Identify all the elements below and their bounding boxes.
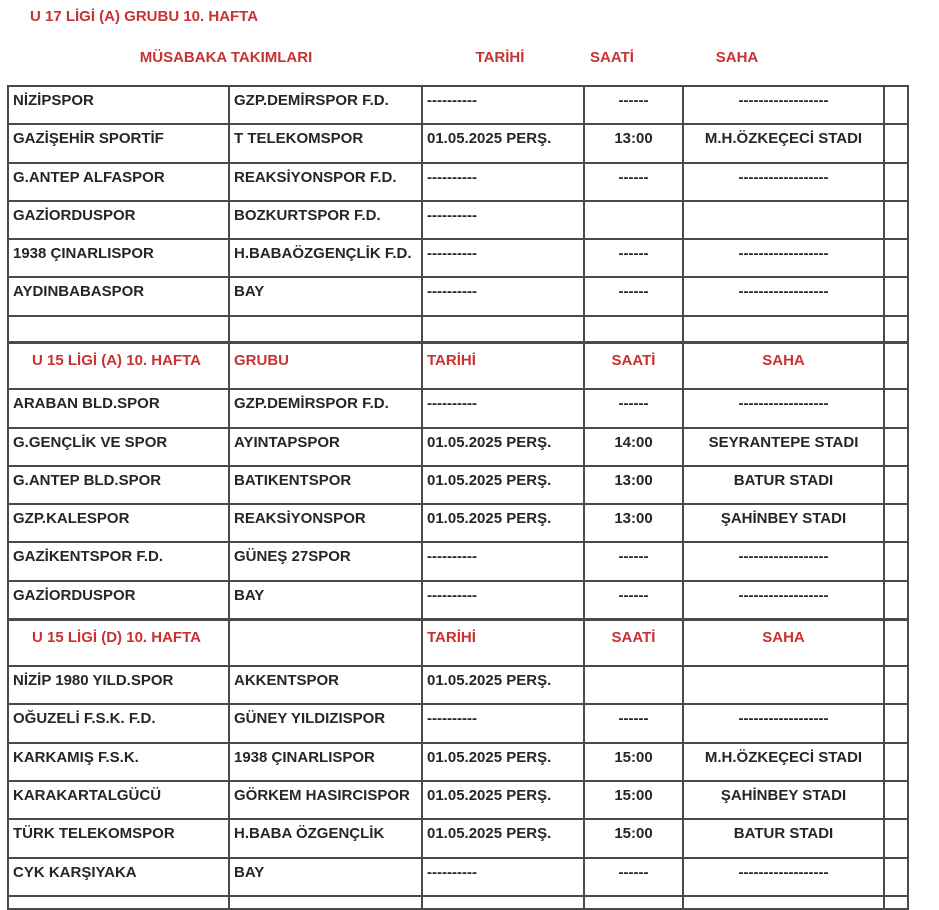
date-cell: 01.05.2025 PERŞ. bbox=[422, 504, 584, 542]
home-team-cell: KARAKARTALGÜCÜ bbox=[8, 781, 229, 819]
home-team-cell: GAZİORDUSPOR bbox=[8, 581, 229, 619]
home-team-cell: CYK KARŞIYAKA bbox=[8, 858, 229, 896]
home-team-cell: G.GENÇLİK VE SPOR bbox=[8, 428, 229, 466]
home-team-cell: G.ANTEP BLD.SPOR bbox=[8, 466, 229, 504]
date-cell: 01.05.2025 PERŞ. bbox=[422, 124, 584, 162]
fixture-row bbox=[8, 858, 908, 896]
away-team-cell: GÜNEŞ 27SPOR bbox=[229, 542, 422, 580]
time-cell bbox=[584, 666, 683, 704]
time-cell: 13:00 bbox=[584, 466, 683, 504]
spare-cell bbox=[884, 504, 908, 542]
page-title: U 17 LİGİ (A) GRUBU 10. HAFTA bbox=[30, 8, 259, 25]
time-cell: ------ bbox=[584, 581, 683, 619]
fixture-row bbox=[8, 428, 908, 466]
time-cell: 14:00 bbox=[584, 428, 683, 466]
venue-cell: ------------------ bbox=[683, 542, 884, 580]
fixture-row bbox=[8, 542, 908, 580]
venue-cell: ------------------ bbox=[683, 704, 884, 742]
date-cell: TARİHİ bbox=[422, 619, 584, 666]
venue-cell: ŞAHİNBEY STADI bbox=[683, 504, 884, 542]
fixture-row bbox=[8, 781, 908, 819]
away-team-cell: BAY bbox=[229, 277, 422, 315]
fixture-row bbox=[8, 466, 908, 504]
section-header-row bbox=[8, 619, 908, 666]
away-team-cell: AYINTAPSPOR bbox=[229, 428, 422, 466]
date-cell: ---------- bbox=[422, 542, 584, 580]
venue-cell: ŞAHİNBEY STADI bbox=[683, 781, 884, 819]
fixture-row bbox=[8, 819, 908, 857]
spare-cell bbox=[884, 542, 908, 580]
date-column-header: TARİHİ bbox=[475, 49, 525, 66]
venue-cell: ------------------ bbox=[683, 163, 884, 201]
time-cell: 13:00 bbox=[584, 504, 683, 542]
date-cell: 01.05.2025 PERŞ. bbox=[422, 743, 584, 781]
venue-cell: ------------------ bbox=[683, 239, 884, 277]
spare-cell bbox=[884, 277, 908, 315]
time-cell: SAATİ bbox=[584, 619, 683, 666]
date-cell: ---------- bbox=[422, 704, 584, 742]
spare-cell bbox=[884, 666, 908, 704]
spare-cell bbox=[884, 342, 908, 389]
away-team-cell: H.BABA ÖZGENÇLİK bbox=[229, 819, 422, 857]
time-cell: ------ bbox=[584, 86, 683, 124]
away-team-cell: GÜNEY YILDIZISPOR bbox=[229, 704, 422, 742]
fixture-row bbox=[8, 201, 908, 239]
venue-cell: ------------------ bbox=[683, 858, 884, 896]
away-team-cell: GÖRKEM HASIRCISPOR bbox=[229, 781, 422, 819]
venue-cell: BATUR STADI bbox=[683, 466, 884, 504]
spare-cell bbox=[884, 819, 908, 857]
spare-cell bbox=[884, 466, 908, 504]
time-cell: 15:00 bbox=[584, 781, 683, 819]
date-cell: 01.05.2025 PERŞ. bbox=[422, 428, 584, 466]
venue-cell bbox=[683, 666, 884, 704]
venue-cell: ------------------ bbox=[683, 86, 884, 124]
time-cell: SAATİ bbox=[584, 342, 683, 389]
away-team-cell: GZP.DEMİRSPOR F.D. bbox=[229, 389, 422, 427]
fixture-row bbox=[8, 277, 908, 315]
time-cell: ------ bbox=[584, 239, 683, 277]
date-cell: ---------- bbox=[422, 581, 584, 619]
home-team-cell: TÜRK TELEKOMSPOR bbox=[8, 819, 229, 857]
fixture-row bbox=[8, 743, 908, 781]
away-team-cell: BAY bbox=[229, 581, 422, 619]
date-cell: ---------- bbox=[422, 86, 584, 124]
spare-cell bbox=[884, 581, 908, 619]
away-team-cell: BATIKENTSPOR bbox=[229, 466, 422, 504]
spare-cell bbox=[884, 619, 908, 666]
away-team-cell bbox=[229, 619, 422, 666]
spare-cell bbox=[884, 239, 908, 277]
home-team-cell: 1938 ÇINARLISPOR bbox=[8, 239, 229, 277]
home-team-cell: NİZİPSPOR bbox=[8, 86, 229, 124]
away-team-cell: 1938 ÇINARLISPOR bbox=[229, 743, 422, 781]
fixture-row bbox=[8, 86, 908, 124]
venue-cell: SAHA bbox=[683, 342, 884, 389]
date-cell: 01.05.2025 PERŞ. bbox=[422, 781, 584, 819]
away-team-cell: REAKSİYONSPOR bbox=[229, 504, 422, 542]
fixture-row bbox=[8, 666, 908, 704]
time-cell bbox=[584, 201, 683, 239]
spare-cell bbox=[884, 163, 908, 201]
spare-cell bbox=[884, 858, 908, 896]
spare-cell bbox=[884, 124, 908, 162]
time-column-header: SAATİ bbox=[590, 49, 634, 66]
date-cell: TARİHİ bbox=[422, 342, 584, 389]
venue-cell: ------------------ bbox=[683, 277, 884, 315]
date-cell: ---------- bbox=[422, 163, 584, 201]
home-team-cell bbox=[8, 316, 229, 343]
spare-cell bbox=[884, 316, 908, 343]
spare-cell bbox=[884, 86, 908, 124]
date-cell: ---------- bbox=[422, 239, 584, 277]
home-team-cell: GZP.KALESPOR bbox=[8, 504, 229, 542]
away-team-cell bbox=[229, 316, 422, 343]
spare-cell bbox=[884, 389, 908, 427]
venue-cell: SAHA bbox=[683, 619, 884, 666]
spare-cell bbox=[884, 704, 908, 742]
away-team-cell: H.BABAÖZGENÇLİK F.D. bbox=[229, 239, 422, 277]
venue-cell: ------------------ bbox=[683, 389, 884, 427]
fixture-row bbox=[8, 504, 908, 542]
time-cell: ------ bbox=[584, 542, 683, 580]
time-cell: ------ bbox=[584, 389, 683, 427]
away-team-cell: T TELEKOMSPOR bbox=[229, 124, 422, 162]
venue-cell: ------------------ bbox=[683, 581, 884, 619]
home-team-cell: OĞUZELİ F.S.K. F.D. bbox=[8, 704, 229, 742]
fixtures-table-body bbox=[8, 86, 908, 909]
home-team-cell: KARKAMIŞ F.S.K. bbox=[8, 743, 229, 781]
time-cell: 15:00 bbox=[584, 743, 683, 781]
section-header-row bbox=[8, 342, 908, 389]
away-team-cell: GZP.DEMİRSPOR F.D. bbox=[229, 86, 422, 124]
away-team-cell: BOZKURTSPOR F.D. bbox=[229, 201, 422, 239]
time-cell: ------ bbox=[584, 163, 683, 201]
venue-column-header: SAHA bbox=[715, 49, 759, 66]
home-team-cell: NİZİP 1980 YILD.SPOR bbox=[8, 666, 229, 704]
fixture-row bbox=[8, 704, 908, 742]
away-team-cell: GRUBU bbox=[229, 342, 422, 389]
away-team-cell: BAY bbox=[229, 858, 422, 896]
home-team-cell: GAZİKENTSPOR F.D. bbox=[8, 542, 229, 580]
date-cell: ---------- bbox=[422, 389, 584, 427]
venue-cell: BATUR STADI bbox=[683, 819, 884, 857]
home-team-cell: AYDINBABASPOR bbox=[8, 277, 229, 315]
fixture-row bbox=[8, 163, 908, 201]
time-cell: 15:00 bbox=[584, 819, 683, 857]
date-cell: 01.05.2025 PERŞ. bbox=[422, 666, 584, 704]
fixture-row bbox=[8, 239, 908, 277]
fixtures-table bbox=[7, 85, 909, 910]
home-team-cell: GAZİORDUSPOR bbox=[8, 201, 229, 239]
venue-cell: SEYRANTEPE STADI bbox=[683, 428, 884, 466]
date-cell: ---------- bbox=[422, 277, 584, 315]
date-cell bbox=[422, 316, 584, 343]
venue-cell: M.H.ÖZKEÇECİ STADI bbox=[683, 743, 884, 781]
fixture-row bbox=[8, 389, 908, 427]
venue-cell: M.H.ÖZKEÇECİ STADI bbox=[683, 124, 884, 162]
spare-cell bbox=[884, 201, 908, 239]
time-cell: ------ bbox=[584, 277, 683, 315]
teams-column-header: MÜSABAKA TAKIMLARI bbox=[139, 49, 313, 66]
fixture-row bbox=[8, 124, 908, 162]
home-team-cell: G.ANTEP ALFASPOR bbox=[8, 163, 229, 201]
spare-cell bbox=[884, 743, 908, 781]
home-team-cell: U 15 LİGİ (A) 10. HAFTA bbox=[8, 342, 229, 389]
date-cell: 01.05.2025 PERŞ. bbox=[422, 466, 584, 504]
time-cell: ------ bbox=[584, 858, 683, 896]
home-team-cell: GAZİŞEHİR SPORTİF bbox=[8, 124, 229, 162]
time-cell bbox=[584, 316, 683, 343]
spare-cell bbox=[884, 428, 908, 466]
home-team-cell: U 15 LİGİ (D) 10. HAFTA bbox=[8, 619, 229, 666]
spare-cell bbox=[884, 781, 908, 819]
date-cell: ---------- bbox=[422, 858, 584, 896]
home-team-cell: ARABAN BLD.SPOR bbox=[8, 389, 229, 427]
venue-cell bbox=[683, 316, 884, 343]
away-team-cell: AKKENTSPOR bbox=[229, 666, 422, 704]
empty-row bbox=[8, 316, 908, 343]
venue-cell bbox=[683, 201, 884, 239]
date-cell: 01.05.2025 PERŞ. bbox=[422, 819, 584, 857]
away-team-cell: REAKSİYONSPOR F.D. bbox=[229, 163, 422, 201]
fixture-row bbox=[8, 581, 908, 619]
time-cell: 13:00 bbox=[584, 124, 683, 162]
time-cell: ------ bbox=[584, 704, 683, 742]
date-cell: ---------- bbox=[422, 201, 584, 239]
